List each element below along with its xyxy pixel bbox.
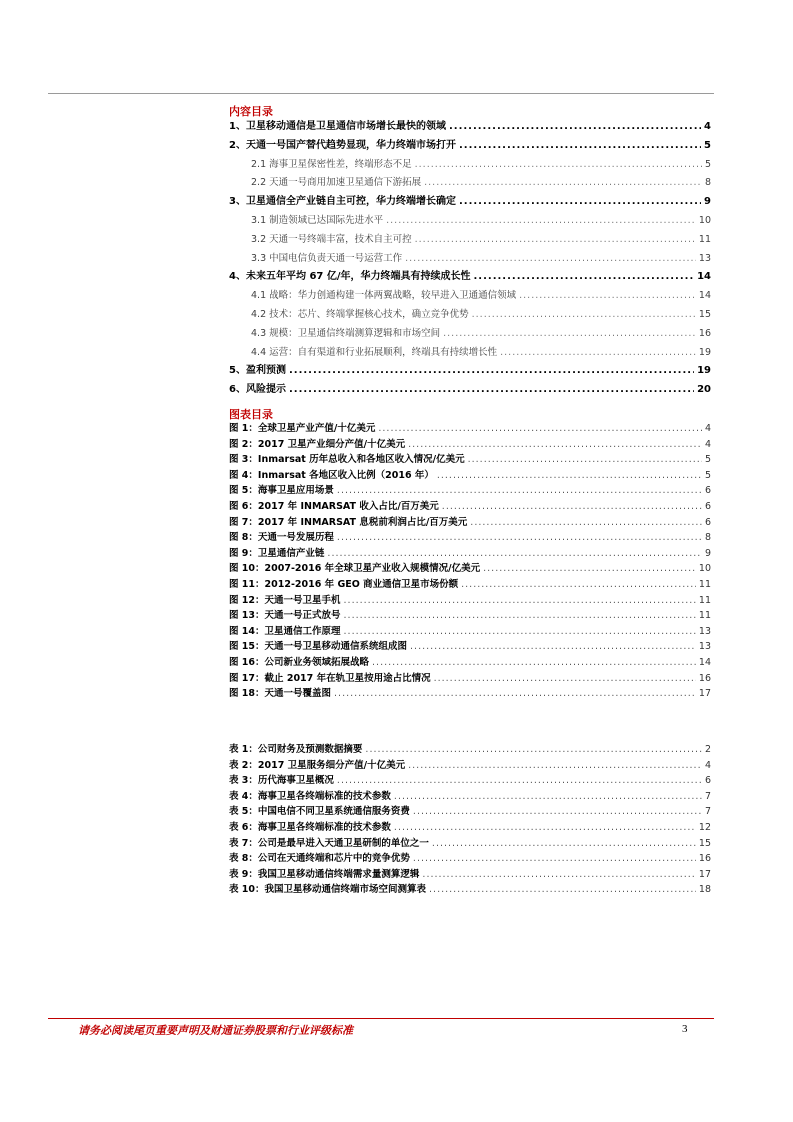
entry-title: 图 5：海事卫星应用场景: [229, 485, 334, 497]
entry-page-number: 19: [698, 346, 711, 358]
dot-leader: [442, 499, 702, 515]
dot-leader: [394, 820, 696, 836]
toc-entry[interactable]: [229, 193, 711, 212]
table-entry[interactable]: [229, 867, 711, 883]
entry-title: 盈利预测: [245, 365, 286, 377]
dot-leader: [429, 882, 696, 898]
entry-number: 1、: [229, 121, 246, 132]
entry-title: 风险提示: [245, 384, 286, 396]
entry-page-number: 6: [704, 485, 711, 497]
entry-title: 表 6：海事卫星各终端标准的技术参数: [229, 821, 391, 833]
entry-page-number: 11: [698, 578, 711, 590]
figure-entry[interactable]: [229, 515, 711, 531]
dot-leader: [344, 593, 696, 609]
dot-leader: [443, 325, 696, 344]
entry-page-number: 15: [698, 308, 711, 320]
entry-page-number: 6: [704, 516, 711, 528]
figure-entry[interactable]: [229, 421, 711, 437]
entry-page-number: 2: [704, 744, 711, 755]
entry-title: 图 3：Inmarsat 历年总收入和各地区收入情况/亿美元: [229, 454, 465, 466]
entry-number: 2、: [229, 139, 246, 151]
entry-page-number: 7: [704, 790, 711, 802]
dot-leader: [344, 624, 696, 640]
dot-leader: [415, 231, 696, 250]
entry-page-number: 14: [698, 656, 711, 668]
dot-leader: [386, 212, 696, 231]
entry-title: 2.2 天通一号商用加速卫星通信下游拓展: [251, 177, 422, 189]
dot-leader: [337, 483, 702, 499]
entry-title: 3.1 制造领域已达国际先进水平: [251, 214, 384, 226]
entry-page-number: 10: [698, 214, 711, 226]
entry-page-number: 13: [698, 625, 711, 637]
dot-leader: [461, 577, 696, 593]
entry-page-number: 5: [704, 454, 711, 466]
header-rule: [48, 93, 714, 94]
toc-entry[interactable]: [229, 381, 711, 400]
table-entry[interactable]: [229, 789, 711, 805]
entry-page-number: 8: [704, 532, 711, 544]
toc-entry[interactable]: [229, 268, 711, 287]
entry-page-number: 4: [704, 438, 711, 450]
figure-entry[interactable]: [229, 530, 711, 546]
entry-page-number: 11: [698, 594, 711, 606]
entry-page-number: 5: [704, 158, 711, 170]
dot-leader: [437, 468, 702, 484]
figure-entry[interactable]: [229, 608, 711, 624]
dot-leader: [472, 306, 696, 325]
entry-title: 卫星移动通信是卫星通信市场增长最快的领域: [245, 121, 446, 132]
entry-title: 表 9：我国卫星移动通信终端需求量测算逻辑: [229, 868, 420, 880]
table-entry[interactable]: [229, 773, 711, 789]
toc-entry[interactable]: [229, 174, 711, 193]
dot-leader: [413, 804, 702, 820]
figure-entry[interactable]: [229, 468, 711, 484]
entry-title: 未来五年平均 67 亿/年，华力终端具有持续成长性: [245, 271, 471, 283]
figure-entry[interactable]: [229, 577, 711, 593]
dot-leader: [415, 156, 702, 175]
dot-leader: [344, 608, 696, 624]
entry-title: 表 10：我国卫星移动通信终端市场空间测算表: [229, 884, 427, 896]
dot-leader: [408, 758, 702, 774]
footer-rule: [48, 1018, 714, 1019]
dot-leader: [413, 851, 696, 867]
entry-title: 图 8：天通一号发展历程: [229, 532, 334, 544]
entry-title: 卫星通信全产业链自主可控，华力终端增长确定: [245, 196, 456, 208]
entry-page-number: 4: [704, 759, 711, 771]
entry-page-number: 16: [698, 853, 711, 865]
entry-page-number: 14: [698, 290, 711, 302]
entry-page-number: 20: [697, 384, 711, 396]
table-entry[interactable]: [229, 758, 711, 774]
dot-leader: [410, 639, 696, 655]
entry-page-number: 9: [704, 196, 711, 208]
entry-number: 4、: [229, 271, 246, 283]
figure-entry[interactable]: [229, 593, 711, 609]
table-entry[interactable]: [229, 851, 711, 867]
entry-page-number: 17: [698, 688, 711, 700]
entry-title: 3.2 天通一号终端丰富，技术自主可控: [251, 233, 412, 245]
entry-title: 表 4：海事卫星各终端标准的技术参数: [229, 790, 391, 802]
entry-page-number: 6: [704, 775, 711, 787]
toc-entry[interactable]: [229, 118, 711, 137]
table-entry[interactable]: [229, 742, 711, 758]
entry-page-number: 7: [704, 806, 711, 818]
dot-leader: [470, 515, 702, 531]
figure-entry[interactable]: [229, 686, 711, 702]
entry-title: 3.3 中国电信负责天通一号运营工作: [251, 252, 403, 264]
page-number: 3: [682, 1023, 688, 1035]
dot-leader: [378, 421, 702, 437]
entry-page-number: 16: [698, 672, 711, 684]
entry-title: 表 7：公司是最早进入天通卫星研制的单位之一: [229, 837, 429, 849]
entry-page-number: 4: [704, 121, 711, 132]
entry-page-number: 6: [704, 500, 711, 512]
dot-leader: [468, 452, 702, 468]
figure-entry[interactable]: [229, 561, 711, 577]
dot-leader: [408, 437, 702, 453]
toc-entry[interactable]: [229, 137, 711, 156]
figure-entry[interactable]: [229, 671, 711, 687]
dot-leader: [365, 742, 702, 758]
table-entry[interactable]: [229, 882, 711, 898]
entry-title: 图 14：卫星通信工作原理: [229, 625, 341, 637]
entry-number: 6、: [229, 384, 246, 396]
table-entry[interactable]: [229, 836, 711, 852]
contents-title: 内容目录: [229, 105, 273, 118]
dot-leader: [289, 381, 694, 400]
entry-title: 表 3：历代海事卫星概况: [229, 775, 334, 787]
entry-title: 2.1 海事卫星保密性差，终端形态不足: [251, 158, 412, 170]
dot-leader: [405, 250, 696, 269]
entry-page-number: 15: [698, 837, 711, 849]
entry-title: 图 13：天通一号正式放号: [229, 610, 341, 622]
dot-leader: [337, 773, 702, 789]
dot-leader: [483, 561, 696, 577]
entry-page-number: 14: [697, 271, 711, 283]
dot-leader: [424, 174, 702, 193]
entry-title: 4.4 运营：自有渠道和行业拓展顺利，终端具有持续增长性: [251, 346, 498, 358]
footer-disclaimer: 请务必阅读尾页重要声明及财通证券股票和行业评级标准: [78, 1024, 353, 1037]
dot-leader: [434, 671, 696, 687]
entry-page-number: 17: [698, 868, 711, 880]
entry-page-number: 9: [704, 547, 711, 559]
figure-entry[interactable]: [229, 639, 711, 655]
entry-title: 图 7：2017 年 INMARSAT 息税前利润占比/百万美元: [229, 516, 468, 528]
entry-title: 图 9：卫星通信产业链: [229, 547, 325, 559]
dot-leader: [449, 118, 701, 137]
figure-entry[interactable]: [229, 624, 711, 640]
entry-page-number: 16: [698, 327, 711, 339]
entry-page-number: 10: [698, 563, 711, 575]
figure-entry[interactable]: [229, 499, 711, 515]
entry-page-number: 4: [704, 423, 711, 434]
figure-entry[interactable]: [229, 655, 711, 671]
entry-title: 图 1：全球卫星产业产值/十亿美元: [229, 423, 376, 434]
entry-page-number: 19: [697, 365, 711, 377]
dot-leader: [422, 867, 695, 883]
figure-entry[interactable]: [229, 437, 711, 453]
entry-title: 表 2：2017 卫星服务细分产值/十亿美元: [229, 759, 406, 771]
entry-page-number: 11: [698, 610, 711, 622]
dot-leader: [459, 193, 701, 212]
entry-number: 3、: [229, 196, 246, 208]
table-entry[interactable]: [229, 820, 711, 836]
entry-page-number: 5: [704, 139, 711, 151]
toc-entry[interactable]: [229, 250, 711, 269]
entry-page-number: 11: [698, 233, 711, 245]
dot-leader: [334, 686, 696, 702]
entry-title: 4.3 规模：卫星通信终端测算逻辑和市场空间: [251, 327, 441, 339]
entry-title: 表 5：中国电信不同卫星系统通信服务资费: [229, 806, 410, 818]
toc-entry[interactable]: [229, 212, 711, 231]
dot-leader: [394, 789, 702, 805]
entry-title: 4.1 战略：华力创通构建一体两翼战略，较早进入卫通通信领域: [251, 290, 517, 302]
entry-title: 图 17：截止 2017 年在轨卫星按用途占比情况: [229, 672, 431, 684]
entry-page-number: 13: [698, 641, 711, 653]
dot-leader: [459, 137, 701, 156]
toc-entry[interactable]: [229, 156, 711, 175]
entry-title: 图 10：2007-2016 年全球卫星产业收入规模情况/亿美元: [229, 563, 481, 575]
entry-title: 天通一号国产替代趋势显现，华力终端市场打开: [245, 139, 456, 151]
entry-page-number: 5: [704, 469, 711, 481]
dot-leader: [474, 268, 695, 287]
entry-title: 表 8：公司在天通终端和芯片中的竞争优势: [229, 853, 410, 865]
toc-entry[interactable]: [229, 231, 711, 250]
entry-title: 图 15：天通一号卫星移动通信系统组成图: [229, 641, 408, 653]
dot-leader: [327, 546, 702, 562]
dot-leader: [432, 836, 696, 852]
entry-page-number: 13: [698, 252, 711, 264]
dot-leader: [372, 655, 696, 671]
entry-title: 图 18：天通一号覆盖图: [229, 688, 332, 700]
dot-leader: [289, 362, 694, 381]
entry-title: 图 4：Inmarsat 各地区收入比例（2016 年）: [229, 469, 434, 481]
toc-entry[interactable]: [229, 344, 711, 363]
dot-leader: [519, 287, 696, 306]
dot-leader: [500, 344, 696, 363]
entry-title: 图 16：公司新业务领域拓展战略: [229, 656, 370, 668]
entry-title: 图 2：2017 卫星产业细分产值/十亿美元: [229, 438, 406, 450]
figure-entry[interactable]: [229, 546, 711, 562]
toc-entry[interactable]: [229, 325, 711, 344]
figure-entry[interactable]: [229, 483, 711, 499]
entry-title: 图 6：2017 年 INMARSAT 收入占比/百万美元: [229, 500, 439, 512]
entry-title: 表 1：公司财务及预测数据摘要: [229, 744, 363, 755]
list-of-figures: [229, 421, 711, 702]
entry-page-number: 12: [698, 821, 711, 833]
entry-page-number: 8: [704, 177, 711, 189]
entry-page-number: 18: [698, 884, 711, 896]
toc-entry[interactable]: [229, 287, 711, 306]
toc-entry[interactable]: [229, 362, 711, 381]
figures-title: 图表目录: [229, 408, 273, 421]
table-of-contents: [229, 118, 711, 400]
figure-entry[interactable]: [229, 452, 711, 468]
entry-title: 图 12：天通一号卫星手机: [229, 594, 341, 606]
table-entry[interactable]: [229, 804, 711, 820]
dot-leader: [337, 530, 702, 546]
entry-number: 5、: [229, 365, 246, 377]
entry-title: 图 11：2012-2016 年 GEO 商业通信卫星市场份额: [229, 578, 459, 590]
list-of-tables: [229, 742, 711, 898]
entry-title: 4.2 技术：芯片、终端掌握核心技术，确立竞争优势: [251, 308, 469, 320]
toc-entry[interactable]: [229, 306, 711, 325]
